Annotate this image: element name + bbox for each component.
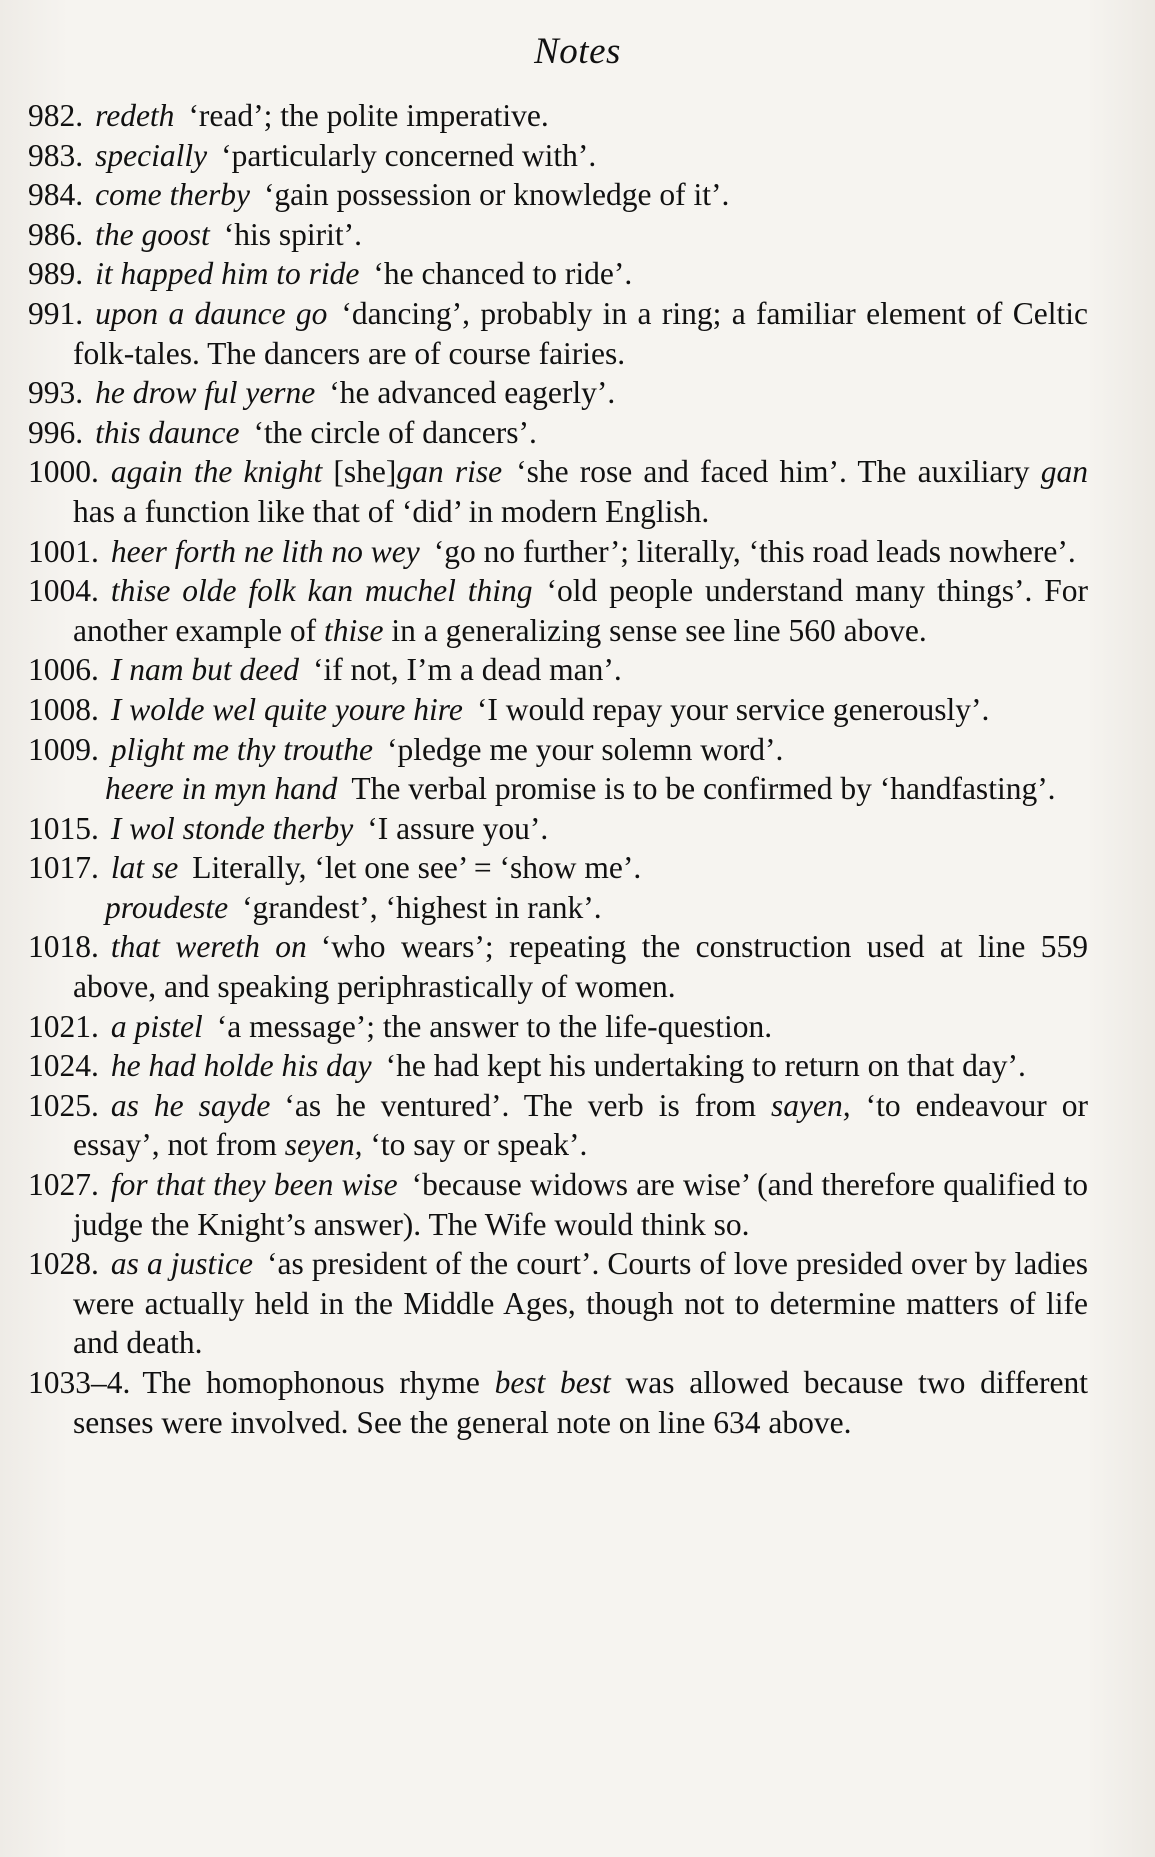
note-983 [28,136,1088,176]
note-gloss: ‘who wears’; repeating the construction used at line 559 above, and speaking periphrastically of women. [73,929,1088,1005]
note-lemma: he drow ful yerne [95,375,316,411]
note-991 [28,294,1088,373]
note-gloss: The homophonous rhyme [142,1365,480,1400]
note-gloss: ‘pledge me your solemn word’. [387,731,784,767]
note-gloss: ‘go no further’; literally, ‘this road leads nowhere’. [433,533,1076,569]
note-gloss: ‘his spirit’. [223,216,362,252]
note-gloss-continued: in a generalizing sense see line 560 above. [391,612,927,648]
note-gloss: ‘I would repay your service generously’. [476,691,990,727]
note-gloss: ‘old people understand many things’. For another example of [73,573,1088,648]
note-1015 [28,809,1088,849]
note-sub-gloss: ‘grandest’, ‘highest in rank’. [242,889,602,925]
note-lemma: for that they been wise [110,1167,398,1203]
note-italic-word: gan [1040,454,1088,490]
note-gloss: ‘he chanced to ride’. [373,256,633,292]
note-lemma: come therby [95,177,250,213]
note-number: 1006. [28,652,99,688]
note-1001 [28,532,1088,572]
note-lemma: as a justice [110,1246,254,1282]
note-number: 1000. [28,454,99,490]
note-number: 983. [28,137,84,173]
note-sub-lemma: heere in myn hand [105,771,338,807]
note-1006 [28,650,1088,690]
note-number: 1018. [28,929,99,965]
note-italic-word: thise [324,612,384,648]
note-number: 1008. [28,691,99,727]
note-982 [28,96,1088,136]
note-1000 [28,452,1088,531]
note-1021 [28,1007,1088,1047]
note-number: 1033–4. [28,1365,131,1400]
note-lemma: thise olde folk kan muchel thing [110,573,533,609]
note-gloss: ‘a message’; the answer to the life-question. [216,1008,773,1044]
note-1018 [28,927,1088,1006]
note-1017-sub [28,888,1088,928]
note-number: 1001. [28,533,99,569]
note-1024 [28,1046,1088,1086]
note-986 [28,215,1088,255]
notes-list [28,96,1088,1442]
note-gloss-end: ‘to say or speak’. [370,1127,588,1163]
note-gloss: ‘the circle of dancers’. [253,414,537,450]
note-lemma: lat se [110,850,179,886]
note-italic-word: best best [494,1365,611,1400]
note-number: 996. [28,414,84,450]
note-gloss-continued: ‘to endeavour or essay’, not from [73,1087,1089,1163]
note-lemma: redeth [95,98,175,133]
note-gloss: ‘as he ventured’. The verb is from [284,1087,756,1123]
note-1027 [28,1165,1088,1244]
note-lemma: as he sayde [110,1087,271,1123]
note-gloss: ‘if not, I’m a dead man’. [312,652,622,688]
note-number: 1004. [28,573,99,609]
note-sub-lemma: proudeste [105,889,229,925]
note-lemma-continued: gan rise [396,454,503,490]
note-lemma: that wereth on [110,929,307,965]
note-lemma: he had holde his day [110,1048,372,1084]
note-gloss: ‘he had kept his undertaking to return on that day’. [385,1048,1026,1084]
note-1009 [28,730,1088,770]
note-number: 1027. [28,1167,99,1203]
note-lemma: I nam but deed [110,652,299,688]
note-lemma: heer forth ne lith no wey [110,533,420,569]
note-993 [28,373,1088,413]
note-lemma: a pistel [110,1008,203,1044]
note-lemma: I wolde wel quite youre hire [110,691,463,727]
note-number: 1028. [28,1246,99,1282]
note-italic-word: sayen, [770,1087,851,1123]
note-lemma: specially [95,137,208,173]
note-1009-sub [28,769,1088,809]
note-number: 991. [28,295,84,331]
note-number: 989. [28,256,84,292]
note-gloss: ‘I assure you’. [367,810,549,846]
note-1028 [28,1244,1088,1363]
note-gloss: ‘as president of the court’. Courts of love presided over by ladies were actually held in the Middle Ages, though not to determine matters of life and death. [73,1246,1088,1361]
note-gloss: ‘she rose and faced him’. The auxiliary [516,454,1030,490]
note-gloss: ‘because widows are wise’ (and therefore qualified to judge the Knight’s answer). The Wife would think so. [73,1167,1088,1242]
note-1017 [28,848,1088,888]
note-number: 984. [28,177,84,213]
note-number: 1009. [28,731,99,767]
note-984 [28,175,1088,215]
note-lemma: this daunce [95,414,240,450]
note-number: 1021. [28,1008,99,1044]
note-number: 982. [28,98,84,133]
note-lemma: upon a daunce go [95,295,328,331]
note-gloss: ‘particularly concerned with’. [221,137,597,173]
note-number: 986. [28,216,84,252]
note-number: 1024. [28,1048,99,1084]
note-gloss: ‘he advanced eagerly’. [329,375,616,411]
note-lemma: the goost [95,216,210,252]
note-gloss-continued: has a function like that of ‘did’ in modern English. [73,493,710,529]
note-1008 [28,690,1088,730]
note-gloss-continued: was allowed because two different senses were involved. See the general note on line 634 above. [73,1365,1089,1440]
note-number: 1015. [28,810,99,846]
note-1025 [28,1086,1088,1165]
note-gloss: ‘read’; the polite imperative. [188,98,549,133]
note-989 [28,254,1088,294]
note-number: 993. [28,375,84,411]
note-sub-gloss: The verbal promise is to be confirmed by ‘handfasting’. [351,771,1056,807]
note-italic-word-2: seyen, [284,1127,363,1163]
note-gloss: Literally, ‘let one see’ = ‘show me’. [192,850,642,886]
note-gloss: ‘dancing’, probably in a ring; a familiar element of Celtic folk-tales. The dancers are of course fairies. [73,295,1088,371]
note-number: 1017. [28,850,99,886]
note-bracket: [she] [333,454,397,490]
note-1004 [28,571,1088,650]
note-lemma: I wol stonde therby [110,810,354,846]
note-lemma: again the knight [110,454,323,490]
page-title: Notes [534,31,621,72]
note-1033-4 [28,1363,1088,1442]
note-lemma: plight me thy trouthe [110,731,374,767]
note-lemma: it happed him to ride [95,256,360,292]
note-gloss: ‘gain possession or knowledge of it’. [263,177,730,213]
note-number: 1025. [28,1087,99,1123]
note-996 [28,413,1088,453]
